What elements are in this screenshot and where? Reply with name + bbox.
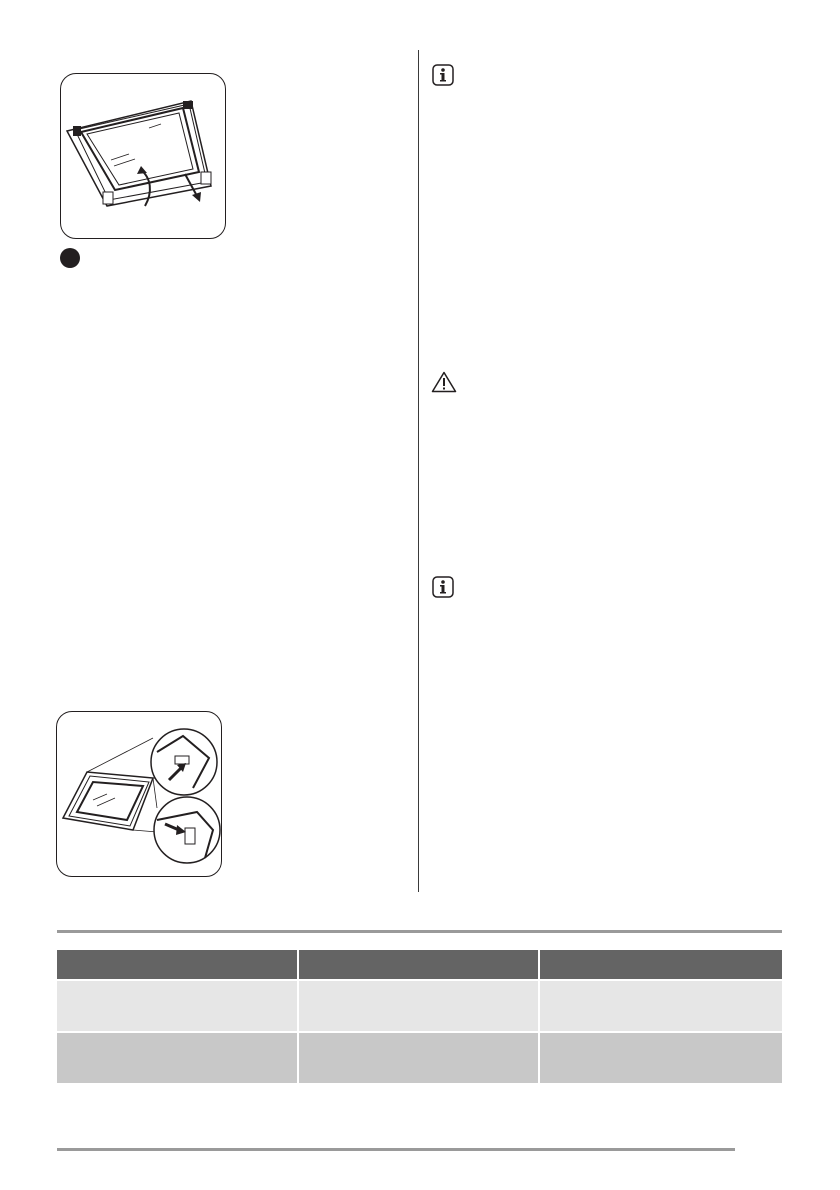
footer-rule — [57, 1148, 735, 1151]
table-header-cell — [299, 950, 540, 979]
table-cell — [299, 1031, 540, 1083]
table-row — [57, 979, 782, 1031]
column-divider — [418, 50, 419, 892]
warning-triangle-icon — [431, 371, 457, 393]
table-header-cell — [57, 950, 299, 979]
oven-door-figure-top — [60, 73, 226, 239]
oven-door-illustration — [61, 74, 225, 238]
info-table — [57, 950, 782, 1083]
table-cell — [57, 979, 299, 1031]
oven-door-clip-illustration — [57, 712, 221, 876]
table-header-row — [57, 950, 782, 979]
table-cell — [57, 1031, 299, 1083]
info-icon — [432, 576, 454, 598]
step-bullet-icon — [60, 248, 80, 268]
table-cell — [540, 1031, 782, 1083]
table-cell — [540, 979, 782, 1031]
oven-door-figure-bottom — [56, 711, 222, 877]
table-cell — [299, 979, 540, 1031]
section-rule — [57, 930, 782, 933]
table-row — [57, 1031, 782, 1083]
table-header-cell — [540, 950, 782, 979]
info-icon — [432, 64, 454, 86]
